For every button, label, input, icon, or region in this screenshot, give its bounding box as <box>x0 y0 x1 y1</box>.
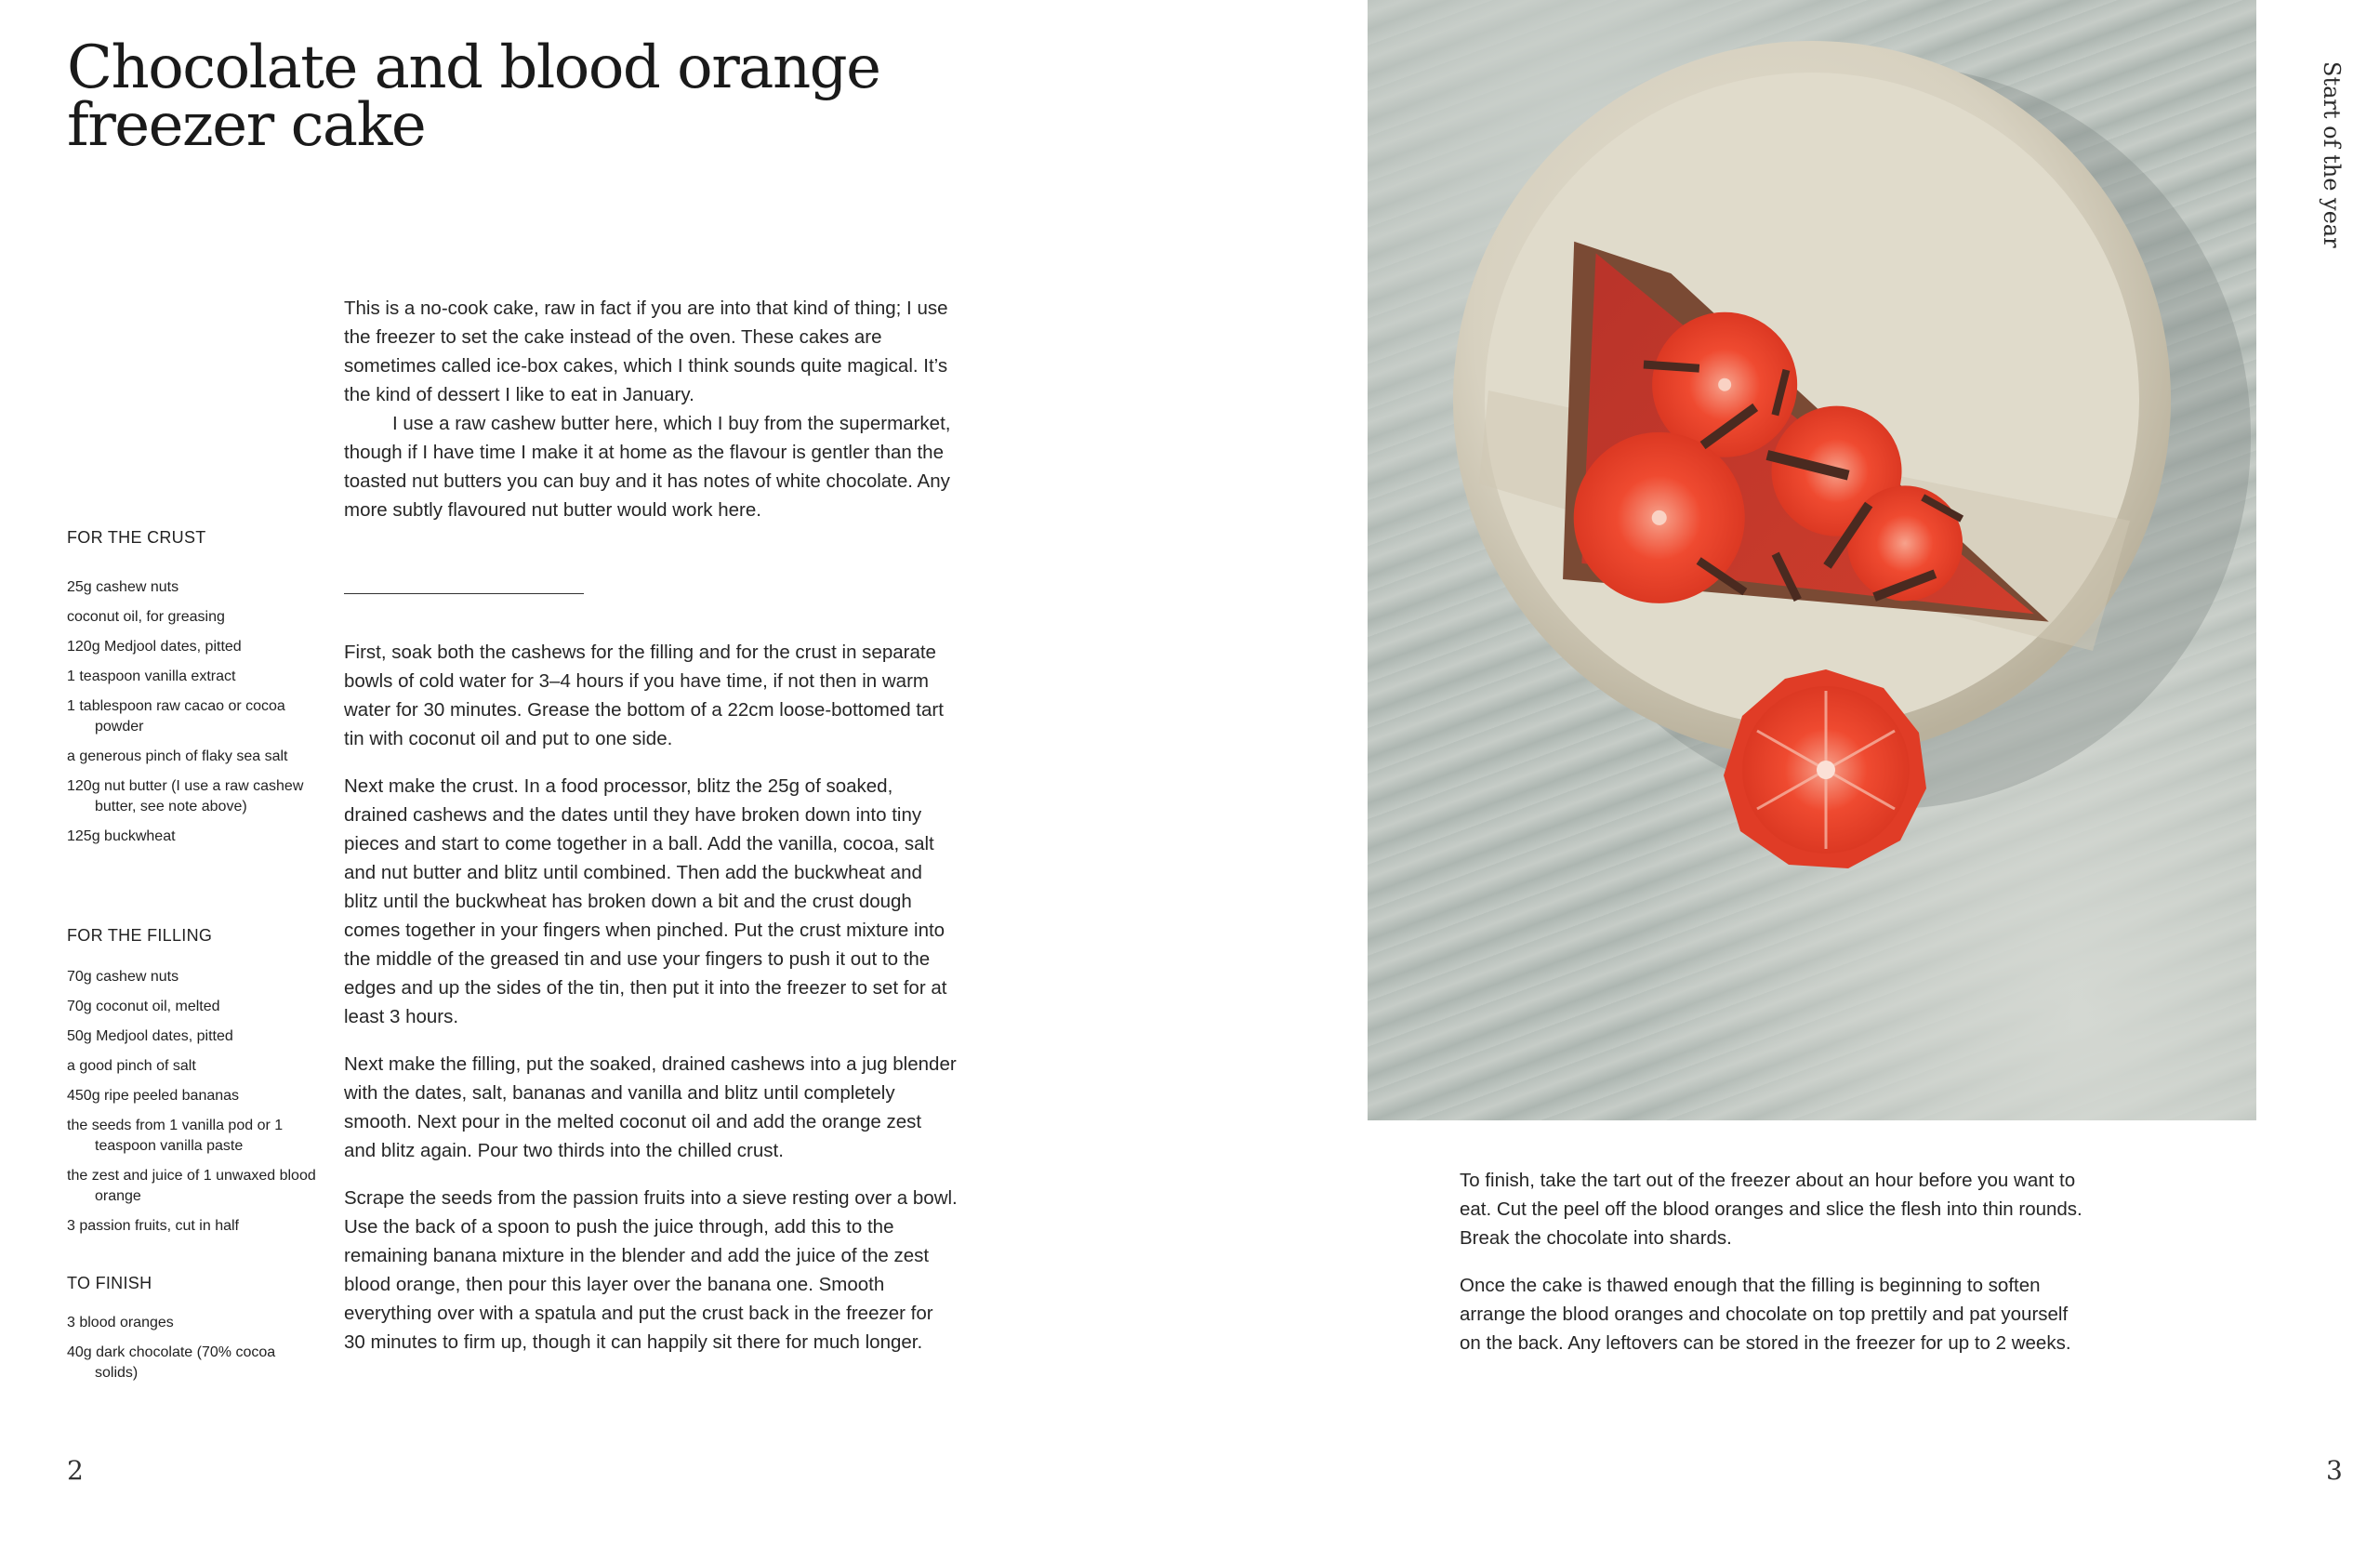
ingredient-item: 120g nut butter (I use a raw cashew butter, see note above) <box>67 778 304 814</box>
ingredient-item: a good pinch of salt <box>67 1058 196 1074</box>
cake-slice-photo <box>1368 0 2256 1120</box>
ingredient-item: 120g Medjool dates, pitted <box>67 639 242 655</box>
page-number-right: 3 <box>2326 1455 2343 1486</box>
running-head: Start of the year <box>2319 61 2345 248</box>
ingredient-item: 3 blood oranges <box>67 1315 174 1331</box>
filling-heading: FOR THE FILLING <box>67 926 213 945</box>
finish-heading: TO FINISH <box>67 1274 152 1292</box>
title-line-2: freezer cake <box>67 91 426 160</box>
finish-list <box>67 1313 318 1393</box>
ingredient-item: coconut oil, for greasing <box>67 609 225 625</box>
ingredient-item: 125g buckwheat <box>67 828 176 844</box>
page-number-left: 2 <box>67 1455 84 1486</box>
finish-paragraph-1: To finish, take the tart out of the freezer about an hour before you want to eat. Cut the peel off the blood oranges and slice the flesh into thin rounds. Break the chocolate into shards. <box>1460 1170 2082 1249</box>
ingredient-item: 50g Medjool dates, pitted <box>67 1028 233 1044</box>
ingredient-item: 1 tablespoon raw cacao or cocoa powder <box>67 698 285 735</box>
finish-text <box>1460 1166 2092 1357</box>
ingredient-item: 450g ripe peeled bananas <box>67 1088 240 1104</box>
section-divider <box>344 593 584 594</box>
right-page <box>1190 0 2380 1549</box>
ingredient-item: 3 passion fruits, cut in half <box>67 1218 239 1234</box>
finish-paragraph-2: Once the cake is thawed enough that the filling is beginning to soften arrange the blood oranges and chocolate on top prettily and pat yourself on the back. Any leftovers can be stored in the freezer for up to 2 weeks. <box>1460 1275 2071 1354</box>
ingredient-item: 25g cashew nuts <box>67 579 179 595</box>
ingredient-item: the zest and juice of 1 unwaxed blood orange <box>67 1168 316 1204</box>
ingredient-item: 70g cashew nuts <box>67 969 179 985</box>
title-line-1: Chocolate and blood orange <box>67 33 880 102</box>
intro-paragraph-1: This is a no-cook cake, raw in fact if you are into that kind of thing; I use the freezer to set the cake instead of the oven. These cakes are sometimes called ice-box cakes, which I think sounds quite magical. It’s the kind of dessert I like to eat in January. <box>344 298 948 405</box>
filling-list <box>67 967 318 1246</box>
ingredient-item: 70g coconut oil, melted <box>67 999 220 1014</box>
method-step: Next make the crust. In a food processor, blitz the 25g of soaked, drained cashews and the dates until they have broken down into tiny pieces and start to come together in a ball. Add the vanilla, cocoa, salt and nut butter and blitz until combined. Then add the buckwheat and blitz until the buckwheat has broken down a bit and the crust dough comes together in your fingers when pinched. Put the crust mixture into the middle of the greased tin and use your fingers to push it out to the edges and up the sides of the tin, then put it into the freezer to set for at least 3 hours. <box>344 775 947 1027</box>
photo-illustration <box>1368 0 2256 1120</box>
ingredient-item: a generous pinch of flaky sea salt <box>67 748 288 764</box>
recipe-title <box>67 33 880 160</box>
crust-heading: FOR THE CRUST <box>67 528 206 547</box>
ingredient-item: the seeds from 1 vanilla pod or 1 teaspoon vanilla paste <box>67 1118 284 1154</box>
method-step: Scrape the seeds from the passion fruits into a sieve resting over a bowl. Use the back of a spoon to push the juice through, add this to the remaining banana mixture in the blender and add the juice of the zest blood orange, then pour this layer over the banana one. Smooth everything over with a spatula and put the crust back in the freezer for 30 minutes to firm up, though it can happily sit there for much longer. <box>344 1187 958 1353</box>
method-text <box>344 638 958 1375</box>
intro-text <box>344 294 958 524</box>
intro-paragraph-2: I use a raw cashew butter here, which I buy from the supermarket, though if I have time I make it at home as the flavour is gentler than the toasted nut butters you can buy and it has notes of white chocolate. Any more subtly flavoured nut butter would work here. <box>344 413 951 521</box>
method-step: Next make the filling, put the soaked, drained cashews into a jug blender with the dates, salt, bananas and vanilla and blitz until completely smooth. Next pour in the melted coconut oil and add the orange zest and blitz again. Pour two thirds into the chilled crust. <box>344 1053 957 1161</box>
ingredient-item: 40g dark chocolate (70% cocoa solids) <box>67 1344 276 1381</box>
ingredient-item: 1 teaspoon vanilla extract <box>67 669 236 684</box>
crust-list <box>67 577 318 856</box>
method-step: First, soak both the cashews for the filling and for the crust in separate bowls of cold water for 3–4 hours if you have time, if not then in warm water for 30 minutes. Grease the bottom of a 22cm loose-bottomed tart tin with coconut oil and put to one side. <box>344 642 944 749</box>
